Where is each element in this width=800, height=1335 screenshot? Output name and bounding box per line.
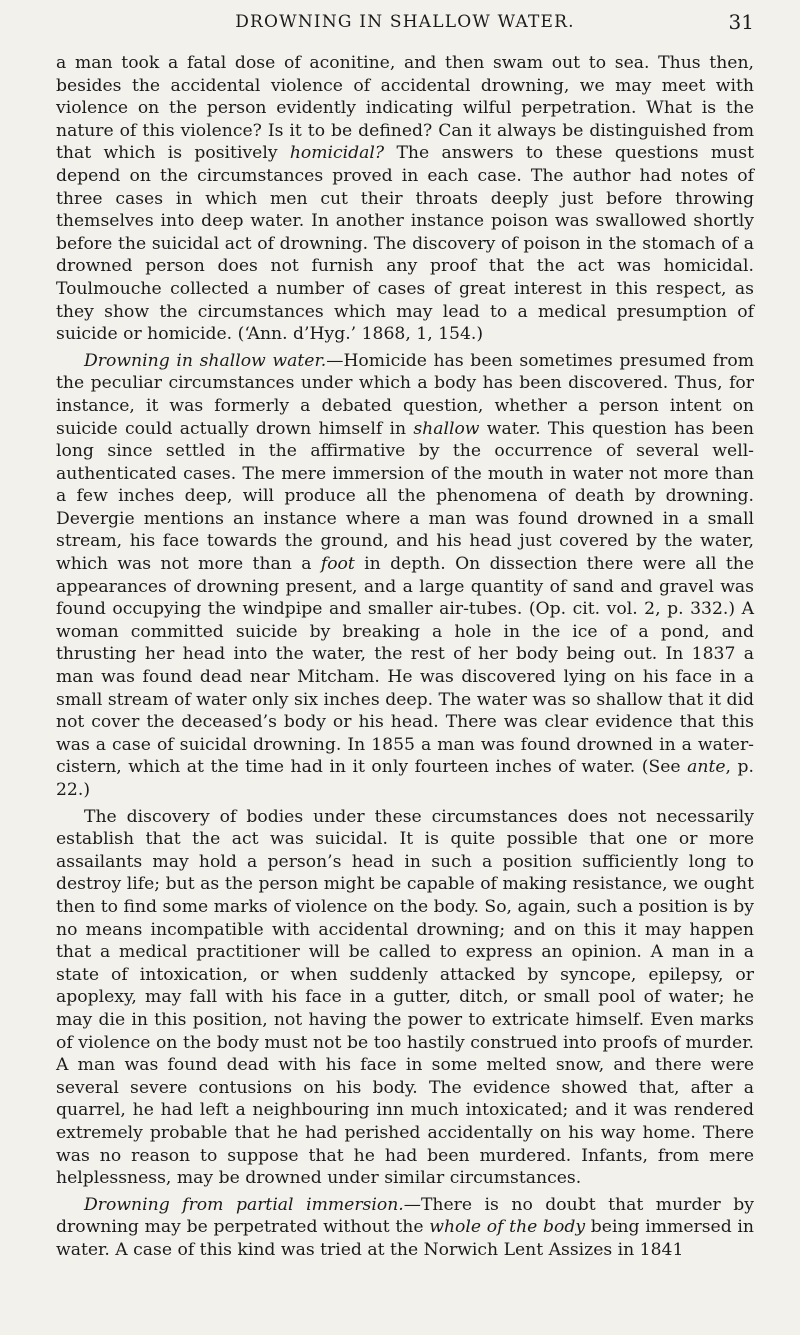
page-number: 31 <box>728 10 754 34</box>
text-segment: a man took a fatal dose of aconitine, and then swam out to sea. Thus then, besides the accidental violence of accidental drowning, we may meet with violence on the person evidently indicating wilful perpetration. What is the nature of this violence? Is it to be defined? Can it always be distinguished from that which is positively <box>56 53 754 164</box>
running-title: DROWNING IN SHALLOW WATER. <box>235 12 575 32</box>
page-header <box>56 0 754 52</box>
paragraph-discovery-of-bodies <box>56 806 754 1190</box>
paragraph-aconitine-case <box>56 52 754 346</box>
text-segment: , p. 22.) <box>56 757 754 800</box>
text-segment: in depth. On dissection there were all the appearances of drowning present, and a large quantity of sand and gravel was found occupying the windpipe and smaller air-tubes. (Op. cit. vol. 2, p. 332.) A woman committed suicide by breaking a hole in the ice of a pond, and thrusting her head into the water, the rest of her body being out. In 1837 a man was found dead near Mitcham. He was discovered lying on his face in a small stream of water only six inches deep. The water was so shallow that it did not cover the deceased’s body or his head. There was clear evidence that this was a case of suicidal drowning. In 1855 a man was found drowned in a water-cistern, which at the time had in it only fourteen inches of water. (See <box>56 554 754 778</box>
italic-segment: shallow <box>413 418 480 439</box>
text-segment: water. This question has been long since settled in the affirmative by the occurrence of several well-authenticated cases. The mere immersion of the mouth in water not more than a few inches deep, will produce all the phenomena of death by drowning. Devergie mentions an instance where a man was found drowned in a small stream, his face towards the ground, and his head just covered by the water, which was not more than a <box>56 418 755 575</box>
body-text <box>56 52 754 1261</box>
paragraph-partial-immersion <box>56 1194 754 1262</box>
text-segment: The answers to these questions must depend on the circumstances proved in each case. The author had notes of three cases in which men cut their throats deeply just before throwing themselves into deep water. In another instance poison was swallowed shortly before the suicidal act of drowning. The discovery of poison in the stomach of a drowned person does not furnish any proof that the act was homicidal. Toulmouche collected a number of cases of great interest in this respect, as they show the circumstances which may lead to a medical presumption of suicide or homicide. (‘Ann. d’Hyg.’ 1868, 1, 154.) <box>56 143 754 345</box>
text-segment: —Homicide has been sometimes presumed from the peculiar circumstances under which a body has been discovered. Thus, for instance, it was formerly a debated question, whether a person intent on suicide could actually drown himself in <box>56 350 754 439</box>
text-segment: being immersed in water. A case of this kind was tried at the Norwich Lent Assizes in 1841 <box>56 1217 754 1260</box>
text-segment: —There is no doubt that murder by drowning may be perpetrated without the <box>56 1194 754 1238</box>
section-heading-italic: Drowning from partial immersion. <box>84 1194 404 1215</box>
italic-segment: homicidal? <box>289 143 385 164</box>
text-segment: The discovery of bodies under these circumstances does not necessarily establish that the act was suicidal. It is quite possible that one or more assailants may hold a person’s head in such a position sufficiently long to destroy life; but as the person might be capable of making resistance, we ought then to find some marks of violence on the body. So, again, such a position is by no means incompatible with accidental drowning; and on this it may happen that a medical practitioner will be called to express an opinion. A man in a state of intoxication, or when suddenly attacked by syncope, epilepsy, or apoplexy, may fall with his face in a gutter, ditch, or small pool of water; he may die in this position, not having the power to extricate himself. Even marks of violence on the body must not be too hastily construed into proofs of murder. A man was found dead with his face in some melted snow, and there were several severe contusions on his body. The evidence showed that, after a quarrel, he had left a neighbouring inn much intoxicated; and it was rendered extremely probable that he had perished accidentally on his way home. There was no reason to suppose that he had been murdered. Infants, from mere helplessness, may be drowned under similar circumstances. <box>56 806 754 1189</box>
italic-segment: ante <box>687 757 726 778</box>
italic-segment: whole of the body <box>429 1217 586 1238</box>
paragraph-shallow-water <box>56 350 754 802</box>
section-heading-italic: Drowning in shallow water. <box>84 350 327 371</box>
italic-segment: foot <box>320 554 355 575</box>
